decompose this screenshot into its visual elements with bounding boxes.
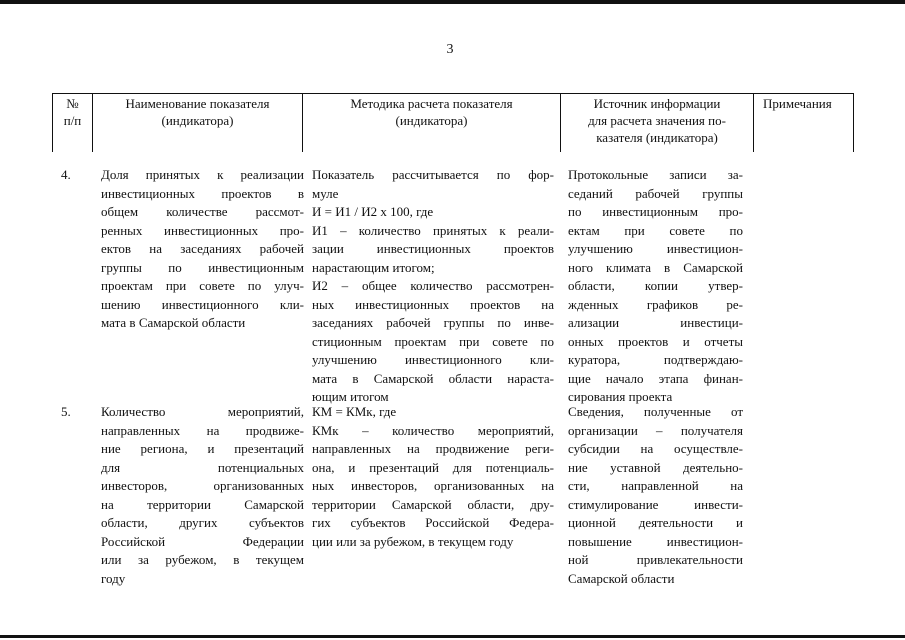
page-number: 3	[446, 42, 454, 57]
header-line: п/п	[63, 113, 82, 128]
row-number: 5.	[61, 404, 71, 419]
text-line: стимулирование инвести-	[568, 496, 743, 512]
text-line: онных проектов и отчеты	[568, 333, 743, 349]
text-line: щие начало этапа финан-	[568, 370, 743, 386]
text-line: седаний рабочей группы	[568, 185, 743, 201]
header-source-column	[561, 94, 754, 152]
header-line: Источник информации	[593, 96, 721, 111]
header-method-column	[303, 94, 561, 152]
text-line: нарастающим итогом;	[312, 259, 435, 275]
header-note-column	[754, 94, 853, 152]
text-line: муле	[312, 185, 339, 201]
text-line: И2 – общее количество рассмотрен-	[312, 278, 554, 293]
text-line: мата в Самарской области	[101, 315, 246, 330]
text-line: инвесторов, организованных	[101, 478, 304, 493]
text-line: повышение инвестицион-	[568, 533, 743, 549]
text-line: по инвестиционным про-	[568, 204, 743, 219]
calculation-method-cell	[312, 166, 554, 407]
formula-line: И = И1 / И2 x 100, где	[312, 204, 434, 219]
header-line: (индикатора)	[395, 113, 468, 128]
text-line: ние уставной деятельно-	[568, 459, 743, 475]
header-number-column	[53, 94, 93, 152]
text-line: направленных на продвиже-	[101, 422, 304, 438]
row-number-cell	[61, 403, 85, 422]
text-line: области, других субъектов	[101, 515, 304, 530]
formula-line: КМ = КМк, где	[312, 404, 397, 419]
text-line: улучшению инвестицион-	[568, 241, 743, 256]
text-line: жденных графиков ре-	[568, 296, 743, 312]
text-line: году	[101, 570, 126, 586]
information-source-cell	[568, 403, 743, 588]
header-line: №	[66, 96, 79, 111]
text-line: ных инвестиционных проектов на	[312, 296, 554, 312]
text-line: шению инвестиционного кли-	[101, 296, 304, 312]
text-line: субсидии на осуществле-	[568, 441, 743, 456]
text-line: на территории Самарской	[101, 496, 304, 512]
text-line: направленных на продвижение реги-	[312, 441, 554, 456]
text-line: ции или за рубежом, в текущем году	[312, 533, 514, 549]
text-line: для потенциальных	[101, 459, 304, 475]
text-line: куратора, подтверждаю-	[568, 352, 743, 367]
row-number: 4.	[61, 167, 71, 182]
text-line: ектов на заседаниях рабочей	[101, 241, 304, 256]
header-line: Методика расчета показателя	[350, 96, 513, 111]
top-scan-border	[0, 0, 905, 4]
text-line: Сведения, полученные от	[568, 404, 743, 419]
text-line: Доля принятых к реализации	[101, 167, 304, 182]
information-source-cell	[568, 166, 743, 407]
text-line: области, копии утвер-	[568, 278, 743, 293]
header-name-column	[93, 94, 303, 152]
text-line: КМк – количество мероприятий,	[312, 422, 554, 438]
text-line: она, и презентаций для потенциаль-	[312, 459, 554, 475]
text-line: мата в Самарской области нараста-	[312, 370, 554, 386]
text-line: группы по инвестиционным	[101, 259, 304, 275]
text-line: улучшению инвестиционного кли-	[312, 352, 554, 367]
text-line: сирования проекта	[568, 389, 673, 404]
text-line: гих субъектов Российской Федера-	[312, 515, 554, 530]
text-line: заседаниях рабочей группы по инве-	[312, 315, 554, 330]
text-line: ционной деятельности и	[568, 515, 743, 530]
text-line: ализации инвестици-	[568, 315, 743, 330]
text-line: сти, направленной на	[568, 478, 743, 493]
row-number-cell	[61, 166, 85, 185]
text-line: зации инвестиционных проектов	[312, 241, 554, 256]
text-line: Показатель рассчитывается по фор-	[312, 167, 554, 182]
text-line: ных инвесторов, организованных на	[312, 478, 554, 493]
text-line: Самарской области	[568, 570, 675, 586]
text-line: стиционным проектам при совете по	[312, 333, 554, 349]
table-header	[52, 93, 854, 152]
text-line: Российской Федерации	[101, 533, 304, 549]
text-line: организации – получателя	[568, 422, 743, 438]
text-line: ного климата в Самарской	[568, 259, 743, 275]
header-line: (индикатора)	[161, 113, 234, 128]
text-line: ние региона, и презентаций	[101, 441, 304, 456]
text-line: общем количестве рассмот-	[101, 204, 304, 219]
text-line: ющим итогом	[312, 389, 389, 404]
text-line: Количество мероприятий,	[101, 404, 304, 419]
text-line: Протокольные записи за-	[568, 167, 743, 182]
text-line: ренных инвестиционных про-	[101, 222, 304, 238]
text-line: инвестиционных проектов в	[101, 185, 304, 201]
indicator-name-cell	[101, 403, 304, 588]
header-line: для расчета значения по-	[588, 113, 726, 128]
header-line: казателя (индикатора)	[596, 130, 718, 145]
header-line: Наименование показателя	[125, 96, 270, 111]
header-line: Примечания	[763, 96, 832, 111]
indicator-name-cell	[101, 166, 304, 333]
text-line: ектам при совете по	[568, 222, 743, 238]
text-line: И1 – количество принятых к реали-	[312, 222, 554, 238]
text-line: ной привлекательности	[568, 552, 743, 567]
text-line: проектам при совете по улуч-	[101, 278, 304, 293]
calculation-method-cell	[312, 403, 554, 551]
bottom-scan-border	[0, 635, 905, 638]
text-line: территории Самарской области, дру-	[312, 496, 554, 512]
text-line: или за рубежом, в текущем	[101, 552, 304, 567]
